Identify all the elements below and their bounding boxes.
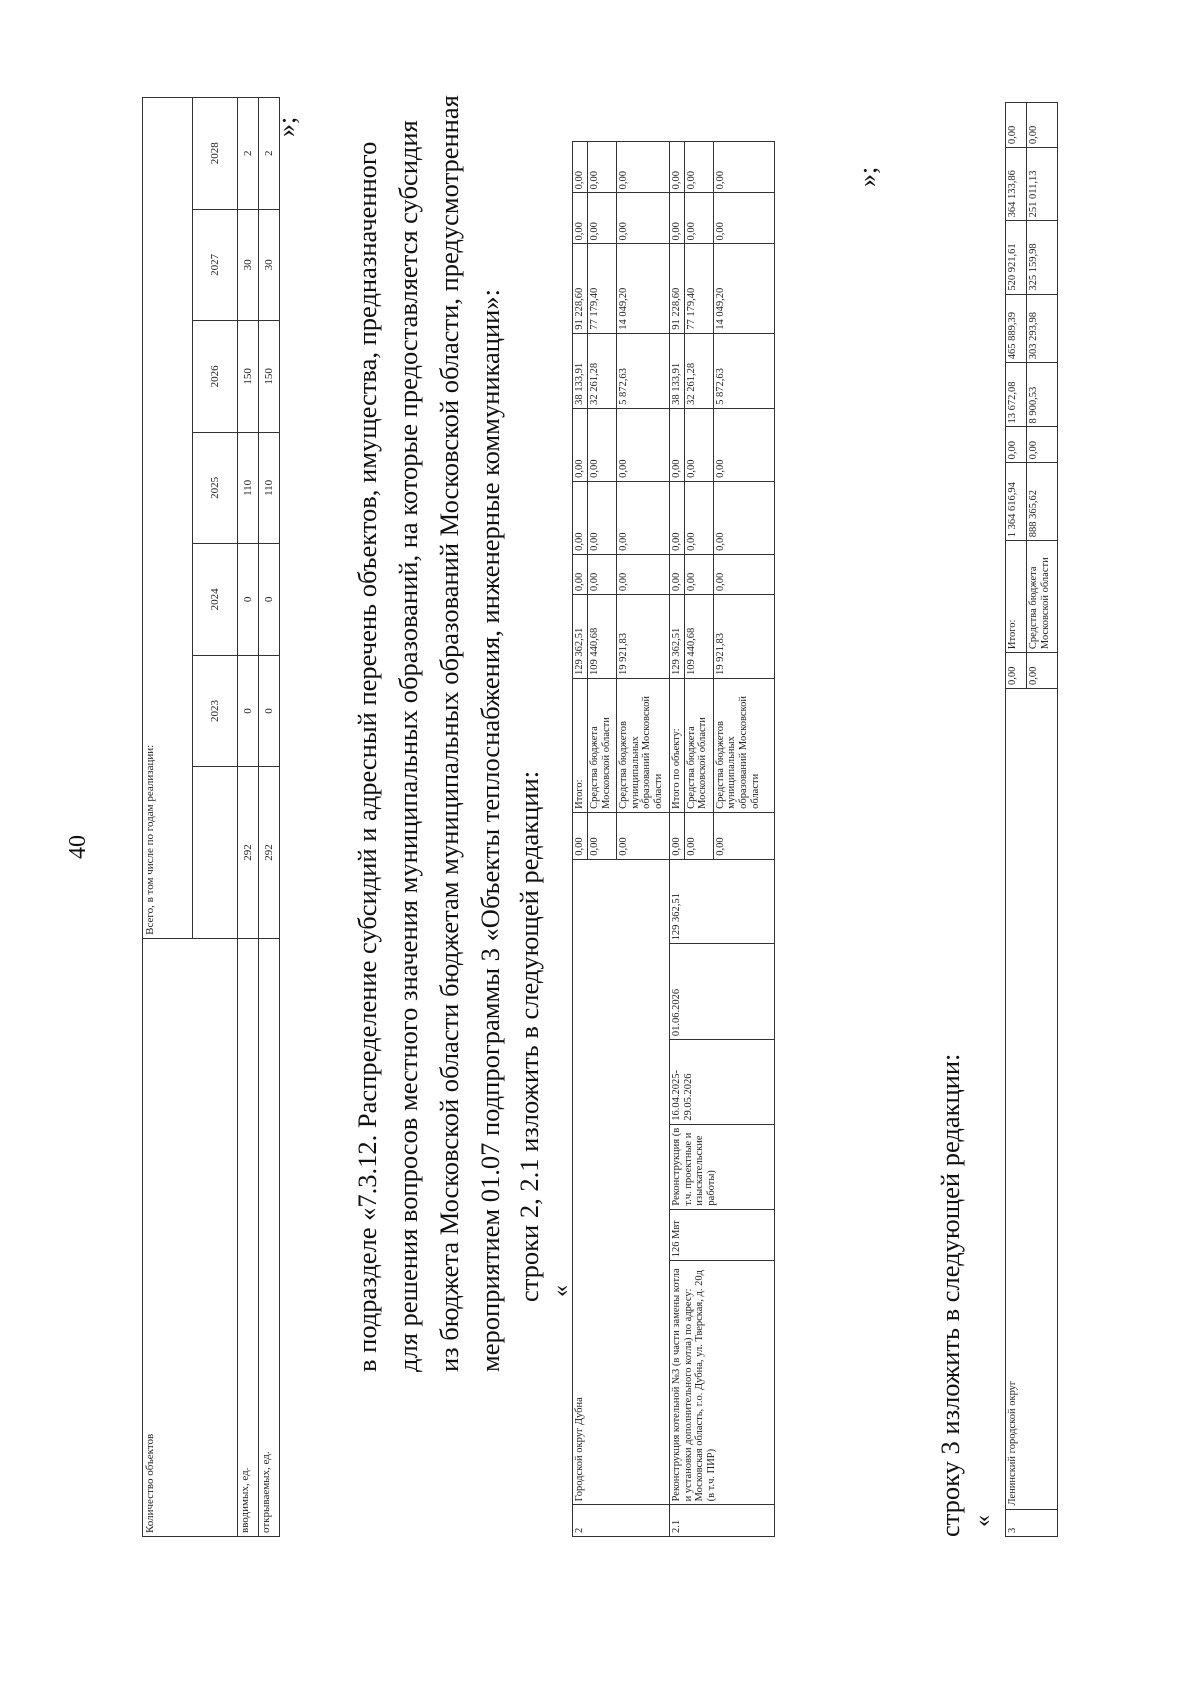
objects-count-table — [142, 97, 280, 1537]
table-row: 0,00 Средства бюджетов муниципальных образований Московской области 19 921,83 0,00 0,00 0,00 5 872,63 14 049,20 0,00 0,00 — [616, 142, 669, 1537]
table-row: 0,00 Средства бюджетов муниципальных образований Московской области 19 921,83 0,00 0,00 0,00 5 872,63 14 049,20 0,00 0,00 — [713, 142, 774, 1537]
paragraph-line: из бюджета Московской области бюджетам муниципальных образований Московской области, предусмотренная — [434, 95, 464, 1372]
paragraph-line: для решения вопросов местного значения муниципальных образований, на которые предоставляется субсидия — [393, 120, 423, 1372]
table-row: 0,00 Средства бюджета Московской области 109 440,68 0,00 0,00 0,00 32 261,28 77 179,40 0,00 0,00 — [684, 142, 713, 1537]
closing-quote: »; — [853, 166, 882, 187]
open-quote: « — [970, 1515, 996, 1527]
paragraph-line: в подразделе «7.3.12. Распределение субсидий и адресный перечень объектов, имущества, предназначенного — [352, 141, 382, 1372]
year-header: 2024 — [192, 544, 237, 656]
year-header: 2023 — [192, 655, 237, 767]
table-row: вводимых, ед. 292 0 0 110 150 30 2 — [238, 98, 259, 1537]
page-number: 40 — [65, 835, 91, 859]
subsidy-table-row-3 — [1005, 102, 1058, 1537]
table-row: 0,00 Средства бюджета Московской области 888 365,62 0,00 8 900,53 303 293,98 325 159,98 251 011,13 0,00 — [1027, 103, 1058, 1537]
paragraph-line: мероприятием 01.07 подпрограммы 3 «Объекты теплоснабжения, инженерные коммуникации»: — [475, 289, 505, 1372]
year-header: 2026 — [192, 321, 237, 433]
subsidy-table-rows-2 — [572, 141, 775, 1537]
total-header: Всего, в том числе по годам реализации: — [143, 98, 193, 939]
table-row: 3 Ленинский городской округ 0,00 Итого: 1 364 616,94 0,00 13 672,08 465 889,39 520 921,61 364 133,86 0,00 — [1006, 103, 1027, 1537]
closing-quote: »; — [272, 116, 301, 137]
open-quote: « — [548, 1285, 574, 1297]
paragraph-line: строки 2, 2.1 изложить в следующей редакции: — [514, 770, 544, 1302]
table-row: 2 Городской округ Дубна 0,00 Итого: 129 362,51 0,00 0,00 0,00 38 133,91 91 228,60 0,00 0,00 — [573, 142, 588, 1537]
year-header: 2028 — [192, 98, 237, 210]
year-header: 2027 — [192, 209, 237, 321]
header-label: Количество объектов — [143, 938, 238, 1536]
table-row: 2.1 Реконструкция котельной №3 (в части замены котла и установки дополнительного котла) по адресу: Московская область, г.о. Дубна, ул. Тверская, д. 20д (в т.ч. ПИР) 126 Мвт Реконструкция (в т.ч. проектные и изыскательские работы) 16.04.2025-29.05.2026 01.06.2026 129 362,51 0,00 Итого по объекту: 129 362,51 0,00 0,00 0,00 38 133,91 91 228,60 0,00 0,00 — [669, 142, 684, 1537]
year-header: 2025 — [192, 432, 237, 544]
table-row: 0,00 Средства бюджета Московской области 109 440,68 0,00 0,00 0,00 32 261,28 77 179,40 0,00 0,00 — [587, 142, 616, 1537]
table-row: открываемых, ед. 292 0 0 110 150 30 2 — [259, 98, 280, 1537]
paragraph-line: строку 3 изложить в следующей редакции: — [935, 1053, 965, 1537]
